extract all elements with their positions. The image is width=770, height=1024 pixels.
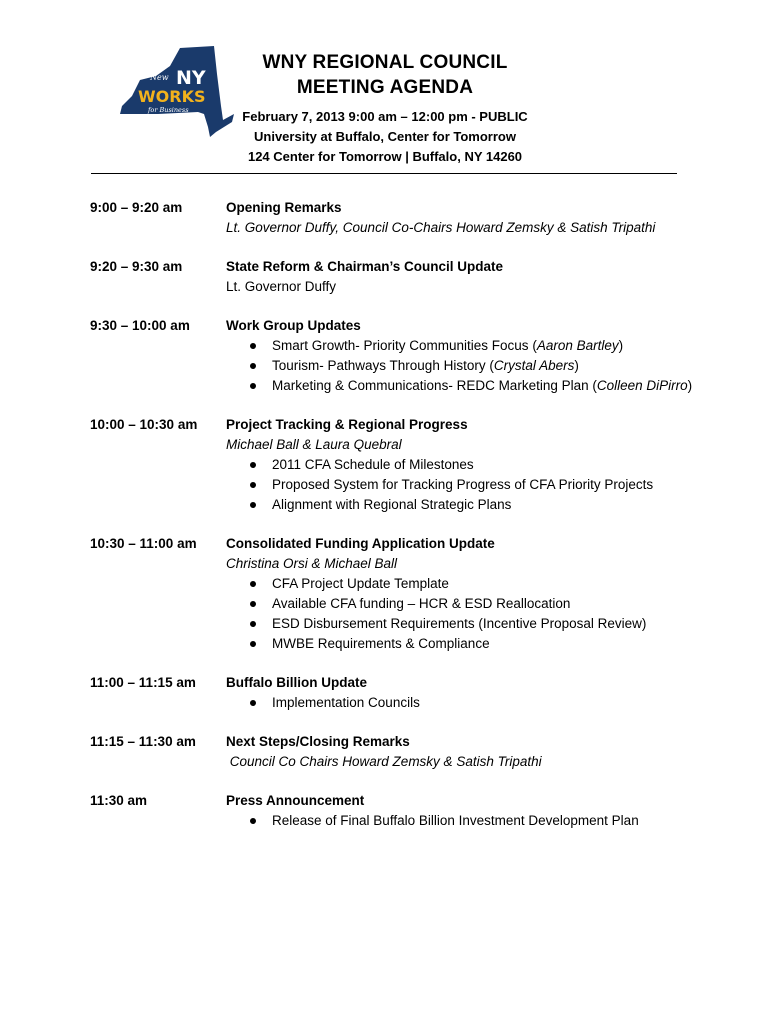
agenda-bullet-list: [226, 336, 730, 396]
bullet-text: 2011 CFA Schedule of Milestones: [272, 457, 474, 472]
bullet-text: Smart Growth- Priority Communities Focus: [272, 338, 529, 353]
agenda-bullet: [247, 614, 730, 634]
bullet-text: Available CFA funding – HCR & ESD Reallocation: [272, 596, 571, 611]
logo-text-new: New: [150, 73, 169, 82]
agenda-time: 11:30 am: [90, 793, 148, 808]
agenda-bullet: [247, 693, 730, 713]
agenda-bullet-list: [226, 693, 730, 713]
agenda-item: [90, 198, 730, 238]
title-line-1: WNY REGIONAL COUNCIL: [262, 52, 508, 73]
bullet-text: Implementation Councils: [272, 695, 420, 710]
agenda-bullet: Marketing & Communications- REDC Marketing Plan (Colleen DiPirro): [247, 376, 730, 396]
agenda-item-title: Opening Remarks: [226, 200, 342, 215]
agenda-time: 11:15 – 11:30 am: [90, 734, 196, 749]
header-divider: [91, 173, 677, 174]
agenda-bullet: [247, 495, 730, 515]
agenda-time: 11:00 – 11:15 am: [90, 675, 196, 690]
agenda-item: [90, 791, 730, 831]
agenda-time: 10:00 – 10:30 am: [90, 417, 198, 432]
agenda-item: [90, 673, 730, 713]
agenda-bullet: Smart Growth- Priority Communities Focus (Aaron Bartley): [247, 336, 730, 356]
bullet-text: CFA Project Update Template: [272, 576, 449, 591]
agenda-content: [226, 198, 730, 238]
agenda-content: [226, 534, 730, 654]
agenda-item-presenters: Lt. Governor Duffy, Council Co-Chairs Howard Zemsky & Satish Tripathi: [226, 220, 656, 235]
agenda-item: [90, 316, 730, 396]
agenda-bullet: [247, 475, 730, 495]
agenda-bullet-list: [226, 455, 730, 515]
agenda-item: [90, 534, 730, 654]
agenda-content: [226, 257, 730, 297]
agenda-bullet: [247, 455, 730, 475]
agenda-item-presenters: Christina Orsi & Michael Ball: [226, 556, 398, 571]
agenda-item-presenters: Lt. Governor Duffy: [226, 279, 337, 294]
agenda-bullet: Tourism- Pathways Through History (Crystal Abers): [247, 356, 730, 376]
bullet-presenter: Crystal Abers: [493, 358, 575, 373]
document-header: [160, 50, 610, 167]
agenda-content: [226, 791, 730, 831]
agenda-item-title: Next Steps/Closing Remarks: [226, 734, 410, 749]
agenda-item-title: Work Group Updates: [226, 318, 361, 333]
agenda-content: [226, 415, 730, 515]
agenda-item-presenters: Michael Ball & Laura Quebral: [226, 437, 402, 452]
agenda-time: 9:30 – 10:00 am: [90, 318, 190, 333]
agenda-item-presenters: Council Co Chairs Howard Zemsky & Satish Tripathi: [226, 754, 542, 769]
bullet-text: Marketing & Communications- REDC Marketing Plan: [272, 378, 589, 393]
bullet-presenter: Aaron Bartley: [536, 338, 619, 353]
agenda-item: [90, 415, 730, 515]
agenda-bullet: [247, 574, 730, 594]
logo-text-tagline: for Business: [148, 106, 189, 114]
agenda-bullet: [247, 811, 730, 831]
bullet-text: Release of Final Buffalo Billion Investment Development Plan: [272, 813, 639, 828]
title-line-2: MEETING AGENDA: [296, 77, 474, 98]
venue-line: University at Buffalo, Center for Tomorrow: [254, 129, 516, 144]
bullet-text: Alignment with Regional Strategic Plans: [272, 497, 512, 512]
agenda-time: 9:20 – 9:30 am: [90, 259, 183, 274]
agenda-bullet-list: [226, 811, 730, 831]
bullet-text: MWBE Requirements & Compliance: [272, 636, 490, 651]
agenda-item: [90, 732, 730, 772]
agenda-bullet: [247, 594, 730, 614]
address-line: 124 Center for Tomorrow | Buffalo, NY 14260: [247, 149, 523, 164]
agenda-content: [226, 732, 730, 772]
agenda-content: [226, 673, 730, 713]
agenda-item-title: Buffalo Billion Update: [226, 675, 367, 690]
bullet-text: Tourism- Pathways Through History: [272, 358, 486, 373]
agenda-item-title: Press Announcement: [226, 793, 365, 808]
date-line: February 7, 2013 9:00 am – 12:00 pm - PUBLIC: [242, 109, 528, 124]
agenda-time: 10:30 – 11:00 am: [90, 536, 197, 551]
agenda-bullet-list: [226, 574, 730, 654]
agenda-time: 9:00 – 9:20 am: [90, 200, 183, 215]
agenda-bullet: [247, 634, 730, 654]
agenda-content: [226, 316, 730, 396]
agenda-item: [90, 257, 730, 297]
agenda-item-title: Consolidated Funding Application Update: [226, 536, 495, 551]
agenda-item-title: State Reform & Chairman’s Council Update: [226, 259, 504, 274]
agenda-item-title: Project Tracking & Regional Progress: [226, 417, 468, 432]
bullet-text: ESD Disbursement Requirements (Incentive Proposal Review): [272, 616, 647, 631]
logo-text-works: WORKS: [138, 87, 206, 106]
logo-text-ny: NY: [176, 67, 206, 89]
bullet-presenter: Colleen DiPirro: [596, 378, 688, 393]
logo-text-the: The: [146, 65, 162, 74]
agenda-list: [90, 198, 730, 850]
bullet-text: Proposed System for Tracking Progress of CFA Priority Projects: [272, 477, 654, 492]
